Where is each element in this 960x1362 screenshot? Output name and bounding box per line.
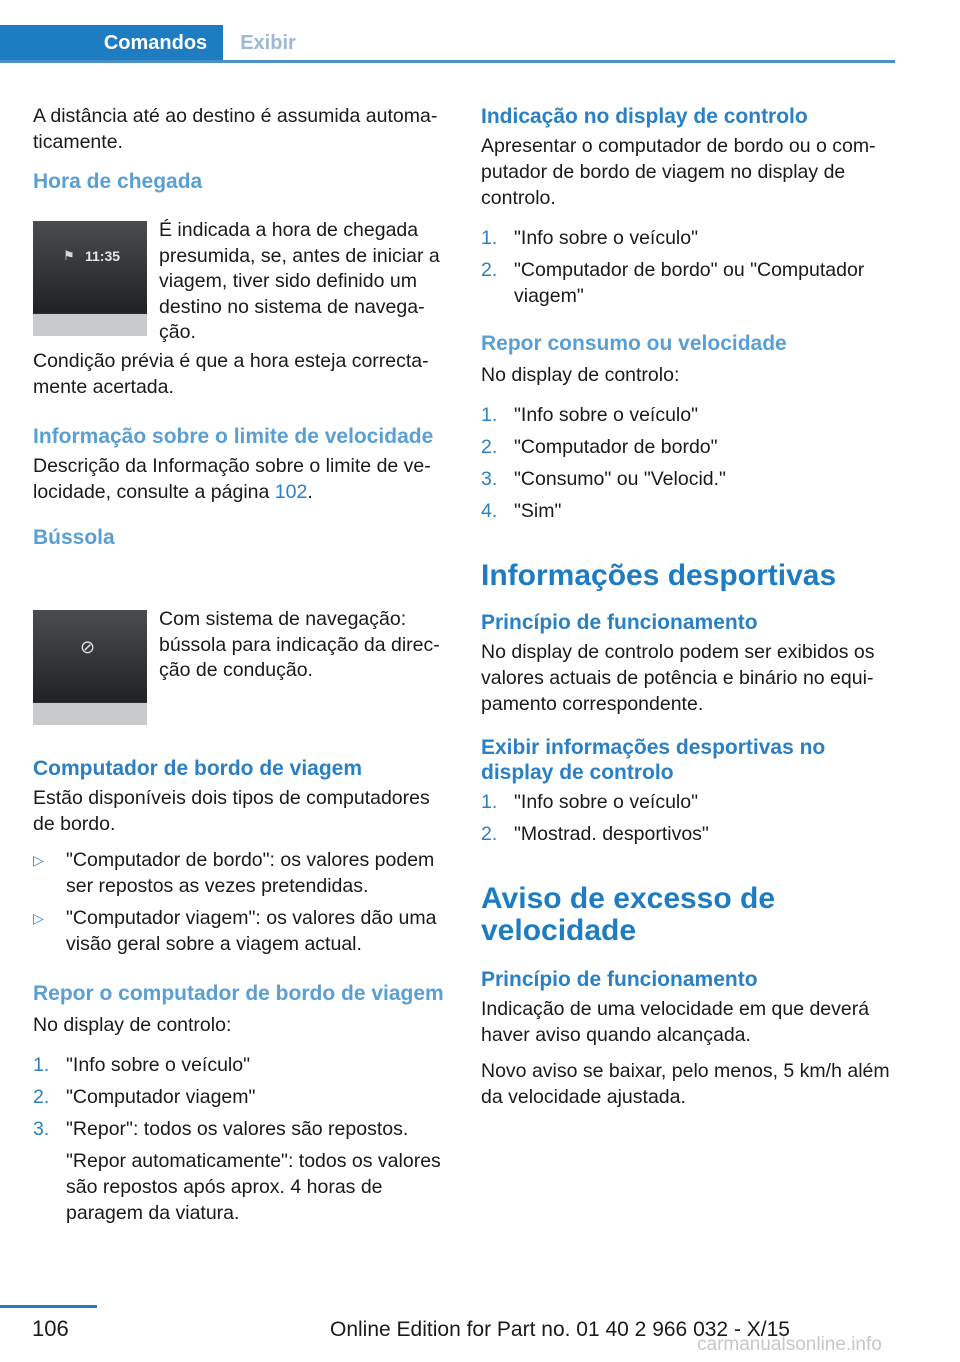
list-item: 2. "Mostrad. desportivos" xyxy=(481,823,709,845)
reset-consumption-intro: No display de controlo: xyxy=(481,364,680,386)
arrival-time-value: 11:35 xyxy=(85,248,121,264)
header-tab-spacer xyxy=(0,25,88,61)
reset-trip-intro: No display de controlo: xyxy=(33,1014,232,1036)
triangle-bullet-icon: ▷ xyxy=(33,852,44,868)
tab-comandos[interactable]: Comandos xyxy=(88,25,223,61)
speed-warning-principle-heading: Princípio de funcionamento xyxy=(481,968,758,991)
page-number: 106 xyxy=(32,1316,69,1341)
list-item: ▷ "Computador de bordo": os valores podem ser repostos as vezes pretendidas. xyxy=(33,849,435,897)
list-item: 1. "Info sobre o veículo" xyxy=(481,227,699,249)
reset-trip-heading: Repor o computador de bordo de viagem xyxy=(33,982,444,1005)
arrival-time-figure xyxy=(33,221,147,336)
sport-principle-text: No display de controlo podem ser exibidos os valores actuais de potência e binário no equipamento correspondente. xyxy=(481,641,875,715)
compass-text: Com sistema de navegação: bússola para indicação da direcção de condução. xyxy=(159,608,440,681)
list-item: 4. "Sim" xyxy=(481,500,562,522)
compass-icon: ⊘ xyxy=(80,637,96,657)
speed-warning-title: Aviso de excesso de velocidade xyxy=(481,882,776,947)
speed-warning-text-2: Novo aviso se baixar, pelo menos, 5 km/h além da velocidade ajustada. xyxy=(481,1060,890,1108)
header-rule xyxy=(0,60,895,63)
trip-computer-text: Estão disponíveis dois tipos de computadores de bordo. xyxy=(33,787,430,835)
flag-icon: ⚑ xyxy=(63,248,75,263)
reset-consumption-heading: Repor consumo ou velocidade xyxy=(481,332,787,355)
list-item: 1. "Info sobre o veículo" xyxy=(33,1054,251,1076)
list-item: 1. "Info sobre o veículo" xyxy=(481,404,699,426)
arrival-note: Condição prévia é que a hora esteja correctamente acertada. xyxy=(33,350,429,398)
list-item: 3. "Consumo" ou "Velocid." xyxy=(481,468,726,490)
compass-heading: Bússola xyxy=(33,526,115,549)
speed-warning-text-1: Indicação de uma velocidade em que deverá haver aviso quando alcançada. xyxy=(481,998,870,1046)
tab-exibir[interactable]: Exibir xyxy=(223,25,313,61)
sport-principle-heading: Princípio de funcionamento xyxy=(481,611,758,634)
list-item: ▷ "Computador viagem": os valores dão uma visão geral sobre a viagem actual. xyxy=(33,907,437,955)
arrival-heading: Hora de chegada xyxy=(33,170,203,193)
display-text: Apresentar o computador de bordo ou o computador de bordo de viagem no display de controlo. xyxy=(481,135,876,209)
display-heading: Indicação no display de controlo xyxy=(481,105,808,128)
sport-title: Informações desportivas xyxy=(481,559,837,592)
left-column-3 xyxy=(33,756,448,1232)
compass-figure xyxy=(33,610,147,725)
sport-show-heading: Exibir informações desportivas no display de controlo xyxy=(481,736,826,784)
right-column xyxy=(481,104,896,1120)
footer-rule xyxy=(0,1305,97,1308)
list-item: 1. "Info sobre o veículo" xyxy=(481,791,699,813)
list-item: 2. "Computador viagem" xyxy=(33,1086,256,1108)
intro-text: A distância até ao destino é assumida automaticamente. xyxy=(33,105,438,153)
arrival-text: É indicada a hora de chegada presumida, se, antes de iniciar a viagem, tiver sido definido um destino no sistema de navegação. xyxy=(159,219,440,343)
edition-text: Online Edition for Part no. 01 40 2 966 032 - X/15 xyxy=(330,1318,790,1341)
left-column-2 xyxy=(33,348,448,550)
speed-limit-text: Descrição da Informação sobre o limite de velocidade, consulte a página 102. xyxy=(33,455,431,503)
list-item: 2. "Computador de bordo" xyxy=(481,436,718,458)
left-column xyxy=(33,103,448,194)
trip-computer-heading: Computador de bordo de viagem xyxy=(33,757,363,780)
reset-auto-text: "Repor automaticamente": todos os valores são repostos após aprox. 4 horas de paragem da viatura. xyxy=(66,1150,441,1224)
speed-limit-heading: Informação sobre o limite de velocidade xyxy=(33,425,434,448)
triangle-bullet-icon: ▷ xyxy=(33,910,44,926)
page-reference-link[interactable]: 102 xyxy=(274,481,308,503)
watermark: carmanualsonline.info xyxy=(697,1334,882,1355)
list-item: 3. "Repor": todos os valores são repostos. "Repor automaticamente": todos os valores são repostos após aprox. 4 horas de paragem da viatura. xyxy=(33,1116,448,1226)
list-item: 2. "Computador de bordo" ou "Computador viagem" xyxy=(481,259,865,307)
